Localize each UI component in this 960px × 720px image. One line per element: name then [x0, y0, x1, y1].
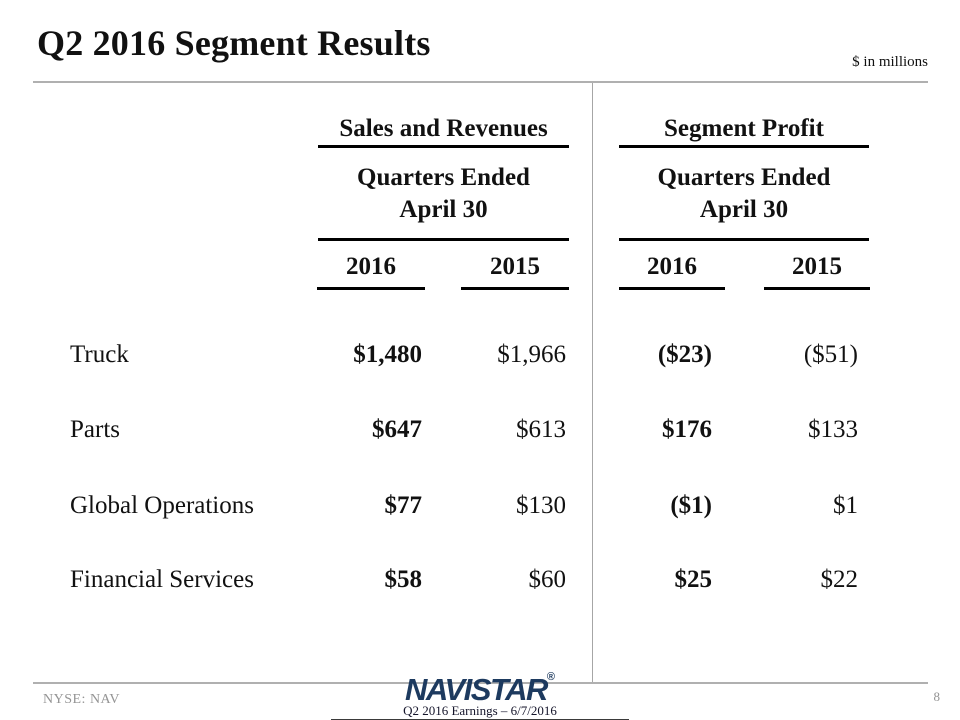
cell-finserv-profit-2016: $25 — [674, 566, 712, 593]
section-title-profit: Segment Profit — [664, 115, 824, 142]
footer-caption-wrap — [0, 702, 960, 720]
profit-years-topline — [619, 238, 869, 241]
col-header-sales-2015: 2015 — [490, 253, 540, 280]
ticker-label: NYSE: NAV — [43, 692, 120, 707]
col-header-profit-2015: 2015 — [792, 253, 842, 280]
col-underline-sales-2015 — [461, 287, 569, 290]
cell-truck-profit-2015: ($51) — [803, 341, 858, 368]
col-underline-sales-2016 — [317, 287, 425, 290]
brand-logo — [0, 671, 960, 707]
page-title: Q2 2016 Segment Results — [37, 23, 431, 63]
row-label-financial-services: Financial Services — [70, 566, 254, 593]
profit-title-underline — [619, 145, 869, 148]
cell-finserv-profit-2015: $22 — [820, 566, 858, 593]
sales-period-line2: April 30 — [399, 196, 488, 223]
row-label-parts: Parts — [70, 416, 120, 443]
profit-period-line1: Quarters Ended — [657, 164, 831, 191]
col-underline-profit-2016 — [619, 287, 725, 290]
cell-global-profit-2015: $1 — [833, 492, 858, 519]
cell-parts-sales-2016: $647 — [372, 416, 422, 443]
cell-finserv-sales-2016: $58 — [384, 566, 422, 593]
col-header-sales-2016: 2016 — [346, 253, 396, 280]
section-title-sales: Sales and Revenues — [339, 115, 548, 142]
footer-caption: Q2 2016 Earnings – 6/7/2016 — [331, 703, 629, 720]
cell-truck-profit-2016: ($23) — [657, 341, 712, 368]
section-divider-line — [592, 83, 593, 682]
cell-parts-profit-2016: $176 — [662, 416, 712, 443]
cell-global-sales-2016: $77 — [384, 492, 422, 519]
row-label-global-operations: Global Operations — [70, 492, 254, 519]
registered-trademark-icon: ® — [546, 671, 555, 683]
cell-global-profit-2016: ($1) — [670, 492, 712, 519]
header-rule — [33, 81, 928, 83]
cell-truck-sales-2015: $1,966 — [497, 341, 566, 368]
navistar-logo-text: NAVISTAR — [405, 672, 547, 707]
cell-parts-sales-2015: $613 — [516, 416, 566, 443]
sales-period-line1: Quarters Ended — [357, 164, 530, 191]
col-underline-profit-2015 — [764, 287, 870, 290]
units-note: $ in millions — [852, 54, 928, 70]
cell-truck-sales-2016: $1,480 — [353, 341, 422, 368]
cell-parts-profit-2015: $133 — [808, 416, 858, 443]
sales-title-underline — [318, 145, 569, 148]
profit-period-line2: April 30 — [699, 196, 789, 223]
cell-finserv-sales-2015: $60 — [528, 566, 566, 593]
page-number: 8 — [933, 689, 940, 704]
col-header-profit-2016: 2016 — [647, 253, 697, 280]
cell-global-sales-2015: $130 — [516, 492, 566, 519]
row-label-truck: Truck — [70, 341, 129, 368]
sales-years-topline — [318, 238, 569, 241]
